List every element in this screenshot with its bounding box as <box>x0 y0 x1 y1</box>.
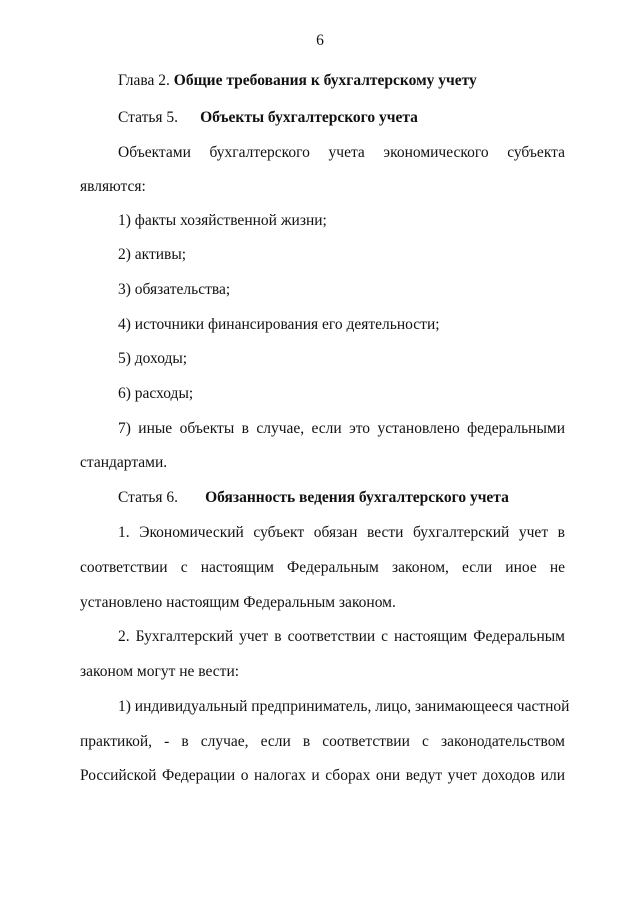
article-6-p2-item-1-line-2: практикой, - в случае, если в соответствии с законодательством <box>80 733 565 750</box>
article-5-prefix: Статья 5. <box>118 109 179 126</box>
article-5-item-7-line-1: 7) иные объекты в случае, если это установлено федеральными <box>118 420 565 437</box>
chapter-heading <box>118 71 477 91</box>
chapter-prefix: Глава 2. <box>118 72 170 89</box>
article-6-heading <box>118 488 509 508</box>
article-5-item-2: 2) активы; <box>118 246 187 263</box>
article-6-prefix: Статья 6. <box>118 489 179 506</box>
article-5-item-5: 5) доходы; <box>118 350 188 367</box>
article-6-p1-line-3: установлено настоящим Федеральным законом. <box>80 594 396 611</box>
article-5-heading <box>118 108 418 128</box>
article-5-item-4: 4) источники финансирования его деятельности; <box>118 316 440 333</box>
article-5-title: Объекты бухгалтерского учета <box>200 109 418 126</box>
article-5-item-6: 6) расходы; <box>118 385 194 402</box>
article-5-intro-line-2: являются: <box>80 178 146 195</box>
article-5-item-1: 1) факты хозяйственной жизни; <box>118 212 327 229</box>
article-6-p1-line-1: 1. Экономический субъект обязан вести бухгалтерский учет в <box>118 524 565 541</box>
article-6-p2-line-2: законом могут не вести: <box>80 663 240 680</box>
article-6-title: Обязанность ведения бухгалтерского учета <box>205 489 509 506</box>
chapter-title: Общие требования к бухгалтерскому учету <box>173 72 477 89</box>
article-5-intro-line-1: Объектами бухгалтерского учета экономического субъекта <box>118 144 565 161</box>
page-number: 6 <box>316 32 324 49</box>
article-5-item-3: 3) обязательства; <box>118 281 231 298</box>
article-6-p2-item-1-line-3: Российской Федерации о налогах и сборах они ведут учет доходов или <box>80 767 565 784</box>
article-6-p2-line-1: 2. Бухгалтерский учет в соответствии с настоящим Федеральным <box>118 628 565 645</box>
article-6-p2-item-1-line-1: 1) индивидуальный предприниматель, лицо, занимающееся частной <box>118 698 570 715</box>
article-5-item-7-line-2: стандартами. <box>80 454 168 471</box>
article-6-p1-line-2: соответствии с настоящим Федеральным законом, если иное не <box>80 559 565 576</box>
